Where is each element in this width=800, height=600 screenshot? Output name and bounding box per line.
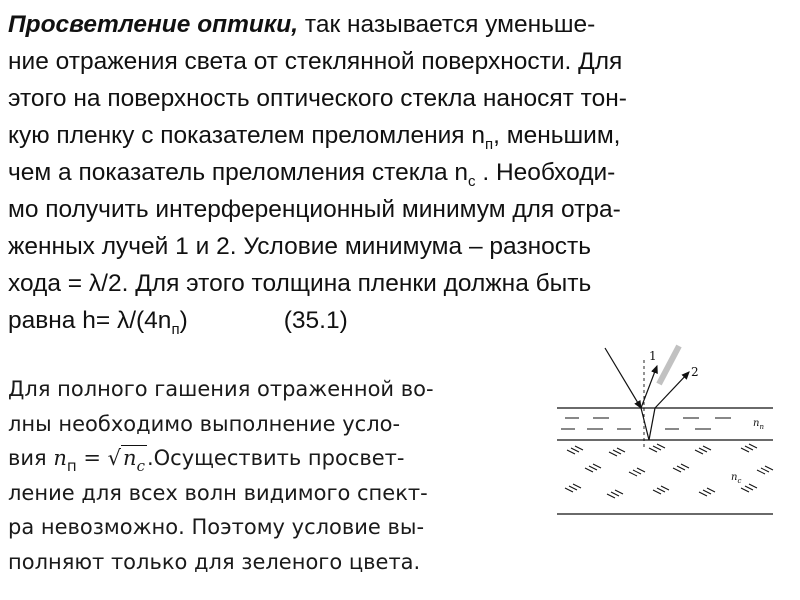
line-text: ) — [179, 307, 188, 334]
radicand — [121, 445, 147, 475]
line-text: . Необходи- — [475, 159, 616, 186]
term-title: Просветление оптики, — [8, 11, 299, 38]
paragraph-line-2: лны необходимо выполнение усло- — [8, 411, 401, 436]
line-text: , меньшим, — [493, 122, 621, 149]
line-text: чем а показатель преломления стекла n — [8, 159, 469, 186]
ray-1-label: 1 — [649, 349, 657, 363]
subscript: п — [66, 457, 77, 475]
paragraph-line-1: Для полного гашения отраженной во- — [8, 377, 434, 401]
paragraph-line-6: мо получить интерференционный минимум для отра- — [8, 196, 621, 223]
line-text: вия — [8, 446, 54, 470]
internal-reflected-ray — [649, 408, 655, 440]
paragraph-line-9 — [8, 302, 792, 339]
ray-2-label: 2 — [691, 365, 699, 379]
paragraph-line-7: женных лучей 1 и 2. Условие минимума – разность — [8, 233, 591, 260]
equals-sign: = — [76, 446, 108, 470]
paragraph-line-3 — [8, 441, 528, 476]
glass-hatching — [565, 444, 773, 498]
equation-number: (35.1) — [283, 307, 348, 334]
line-text: .Осуществить просвет- — [146, 446, 405, 470]
incident-ray — [605, 348, 641, 408]
math-variable: n — [123, 446, 137, 470]
subscript: с — [468, 173, 476, 190]
paragraph-line-4: ление для всех волн видимого спект- — [8, 480, 428, 505]
incident-beam-shade — [659, 346, 679, 384]
paragraph-line-6: полняют только для зеленого цвета. — [8, 549, 421, 574]
square-root — [108, 441, 147, 476]
subscript: п — [171, 321, 180, 338]
paragraph-line-5 — [8, 154, 792, 191]
paragraph-line-4 — [8, 117, 792, 154]
paragraph-line-1 — [8, 6, 792, 43]
secondary-paragraph — [8, 372, 528, 579]
reflected-ray-1 — [641, 366, 657, 408]
line-text: так называется уменьше- — [298, 11, 596, 38]
refracted-ray — [641, 408, 649, 440]
paragraph-line-3: этого на поверхность оптического стекла наносят тон- — [8, 85, 627, 112]
paragraph-line-2: ние отражения света от стеклянной поверхности. Для — [8, 48, 623, 75]
thin-film-diagram — [545, 342, 785, 522]
main-paragraph — [8, 6, 792, 339]
subscript: п — [484, 136, 494, 153]
line-text: равна h= λ/(4n — [8, 307, 172, 334]
paragraph-line-5: ра невозможно. Поэтому условие вы- — [8, 515, 425, 539]
film-index-label: $n_п$ — [753, 418, 764, 431]
radical-icon: √ — [107, 446, 122, 470]
subscript: c — [136, 457, 145, 475]
math-variable: n — [53, 446, 67, 470]
line-text: кую пленку с показателем преломления n — [8, 122, 485, 149]
glass-index-label: $n_c$ — [731, 472, 742, 485]
paragraph-line-8: хода = λ/2. Для этого толщина пленки должна быть — [8, 270, 592, 297]
